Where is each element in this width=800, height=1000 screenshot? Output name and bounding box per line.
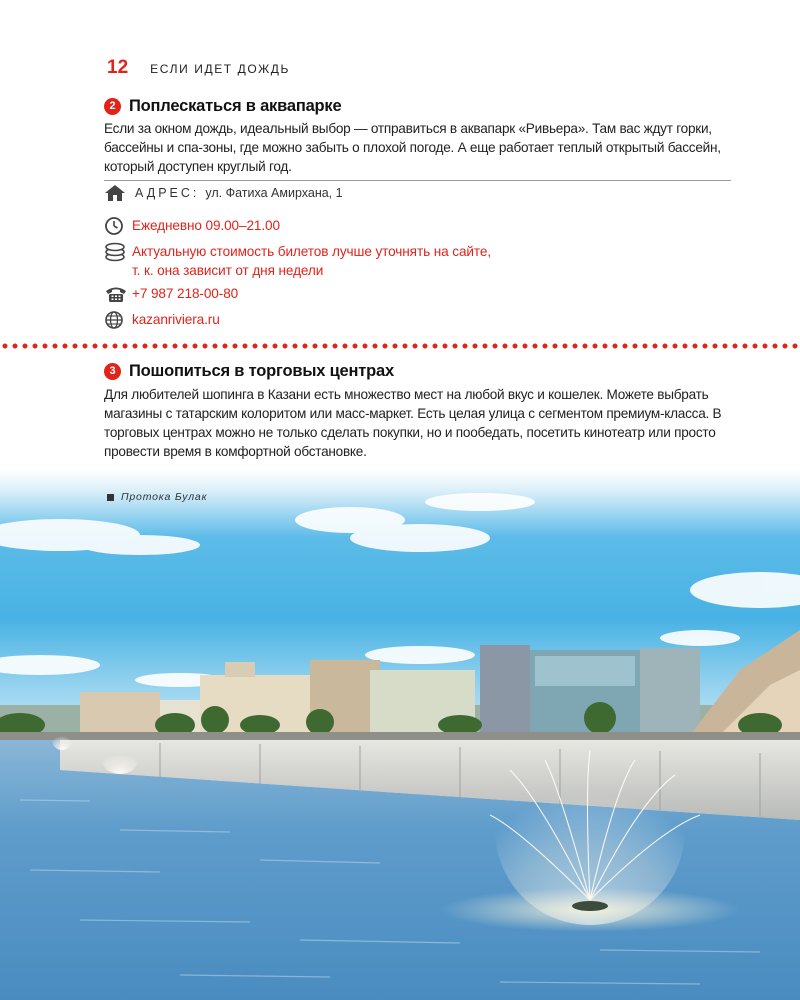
phone-row [104,284,238,304]
photo-caption [107,491,207,503]
price-note-line-1: Актуальную стоимость билетов лучше уточнять на сайте, [132,244,492,259]
section-title: ЕСЛИ ИДЕТ ДОЖДЬ [150,62,290,76]
hours-row [104,216,280,236]
dotted-separator [0,343,800,349]
coins-icon [104,242,129,262]
entry-title: Поплескаться в аквапарке [129,96,342,115]
clock-icon [104,216,129,236]
telephone-icon [104,284,129,304]
address-value: ул. Фатиха Амирхана, 1 [205,186,343,200]
entry-aquapark [104,95,734,176]
phone-number[interactable]: +7 987 218-00-80 [132,286,239,301]
price-note [132,242,491,280]
entry-heading [104,95,734,117]
page-number: 12 [107,57,129,78]
entry-shopping [104,360,734,461]
website-link[interactable]: kazanriviera.ru [132,312,220,327]
globe-icon [104,310,129,330]
opening-hours: Ежедневно 09.00–21.00 [132,218,280,233]
kazan-embankment-photo [0,470,800,1000]
entry-number-badge: 3 [104,363,121,380]
entry-description: Если за окном дождь, идеальный выбор — отправиться в аквапарк «Ривьера». Там вас ждут горки, бассейны и спа-зоны, где можно забыть о плохой погоде. А еще работает теплый открытый бассейн, который доступен круглый год. [104,121,721,174]
caption-square-icon [107,494,114,501]
price-row [104,242,491,280]
entry-description: Для любителей шопинга в Казани есть множество мест на любой вкус и кошелек. Можете выбрать магазины с татарским колоритом или масс-маркет. Есть целая улица с сегментом премиум-класса. В торговых центрах можно не только сделать покупки, но и пообедать, посетить кинотеатр или просто провести время в комфортной обстановке. [104,387,722,459]
house-icon [104,183,129,203]
running-head [107,57,290,79]
address-label: АДРЕС: [135,186,200,200]
address-row [104,183,343,203]
price-note-line-2: т. к. она зависит от дня недели [132,263,324,278]
entry-number-badge: 2 [104,98,121,115]
caption-text: Протока Булак [121,491,208,503]
entry-heading [104,360,734,382]
entry-title: Пошопиться в торговых центрах [129,361,394,380]
website-row [104,310,220,330]
divider-line [104,180,731,181]
